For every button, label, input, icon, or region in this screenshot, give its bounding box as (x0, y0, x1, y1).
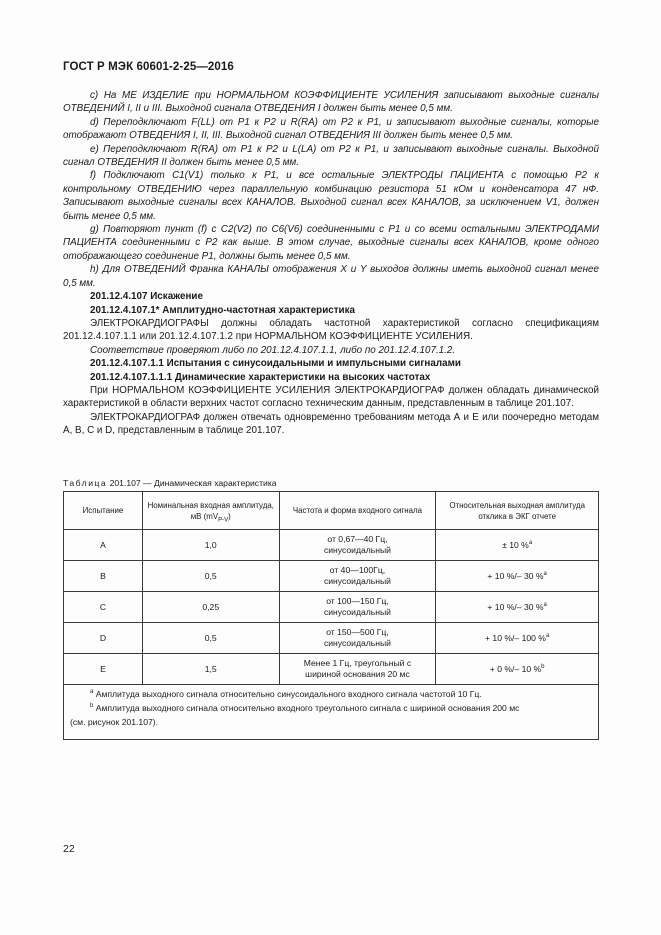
cell-frequency: Менее 1 Гц, треугольный с шириной основания 20 мс (279, 654, 436, 685)
item-h: h) Для ОТВЕДЕНИЙ Франка КАНАЛЫ отображения X и Y выходов должны иметь выходной сигнал менее 0,5 мм. (63, 264, 599, 289)
cell-amplitude: 0,5 (142, 623, 279, 654)
cell-frequency: от 40—100Гц, синусоидальный (279, 561, 436, 592)
section-heading-tests: 201.12.4.107.1.1 Испытания с синусоидальными и импульсными сигналами (90, 358, 461, 370)
table-caption (63, 478, 277, 488)
paragraph-methods: ЭЛЕКТРОКАРДИОГРАФ должен отвечать одновременно требованиям метода А и Е или поочередно методам А, В, С и D, представленным в таблице 201.107. (63, 411, 599, 437)
section-heading-distortion: 201.12.4.107 Искажение (90, 291, 203, 303)
item-f: f) Подключают C1(V1) только к P1, и все остальные ЭЛЕКТРОДЫ ПАЦИЕНТА с помощью P2 к контрольному ОТВЕДЕНИЮ через параллельную комбинацию резистора 51 кОм и конденсатора 47 нФ. Записывают выходные сигналы всех КАНАЛОВ. Выходной сигнал всех КАНАЛОВ, за исключением V1, должен быть менее 0,5 мм. (63, 170, 599, 222)
table-caption-prefix: Таблица (63, 478, 108, 488)
table-row (64, 623, 599, 654)
note-b-continuation: (см. рисунок 201.107). (70, 717, 159, 727)
paragraph-compliance: Соответствие проверяют либо по 201.12.4.107.1.1, либо по 201.12.4.107.1.2. (90, 344, 456, 356)
cell-amplitude: 0,5 (142, 561, 279, 592)
cell-test: D (64, 623, 143, 654)
paragraph-requirements: ЭЛЕКТРОКАРДИОГРАФЫ должны обладать частотной характеристикой согласно спецификациям 201.12.4.107.1.1 или 201.12.4.107.1.2 при НОРМАЛЬНОМ КОЭФФИЦИЕНТЕ УСИЛЕНИЯ. (63, 317, 599, 343)
table-caption-title: 201.107 — Динамическая характеристика (109, 478, 277, 488)
item-g: g) Повторяют пункт (f) с C2(V2) по C6(V6) соединенными с P1 и со всеми остальными ЭЛЕКТРОДАМИ ПАЦИЕНТА соединенными с P2 как выше. В этом случае, выходные сигналы всех КАНАЛОВ, кроме одного отображающего соединение P1, должны быть менее 0,5 мм. (63, 224, 599, 262)
table-row (64, 654, 599, 685)
cell-test: С (64, 592, 143, 623)
cell-test: А (64, 530, 143, 561)
standard-header: ГОСТ Р МЭК 60601-2-25—2016 (63, 61, 234, 73)
header-frequency: Частота и форма входного сигнала (279, 492, 436, 530)
cell-response: + 0 %/– 10 %$^b$ (436, 654, 599, 685)
header-test: Испытание (64, 492, 143, 530)
cell-amplitude: 0,25 (142, 592, 279, 623)
cell-response: + 10 %/– 100 %$^a$ (436, 623, 599, 654)
body-text (63, 89, 599, 438)
table-header-row (64, 492, 599, 530)
cell-test: Е (64, 654, 143, 685)
cell-test: В (64, 561, 143, 592)
cell-frequency: от 0,67—40 Гц, синусоидальный (279, 530, 436, 561)
item-d: d) Переподключают F(LL) от P1 к P2 и R(RA) от P2 к P1, и записывают выходные сигналы, которые отображают ОТВЕДЕНИЯ I, II, III. Выходной сигнал ОТВЕДЕНИЯ III должен быть менее 0,5 мм. (63, 116, 599, 142)
header-amplitude: Номинальная входная амплитуда, мВ $(mV_{P-V})$ (142, 492, 279, 530)
cell-amplitude: 1,5 (142, 654, 279, 685)
item-e: e) Переподключают R(RA) от P1 к P2 и L(LA) от P2 к P1, и записывают выходные сигналы. Выходной сигнал ОТВЕДЕНИЯ II должен быть менее 0,5 мм. (63, 143, 599, 169)
section-heading-frequency-response: 201.12.4.107.1* Амплитудно-частотная характеристика (90, 304, 355, 316)
paragraph-normal-gain: При НОРМАЛЬНОМ КОЭФФИЦИЕНТЕ УСИЛЕНИЯ ЭЛЕКТРОКАРДИОГРАФ должен обладать динамической характеристикой в области верхних частот согласно техническим данным, представленным в таблице 201.107. (63, 384, 599, 410)
page-number: 22 (63, 843, 75, 855)
table-notes-row (64, 685, 599, 740)
cell-response: ± 10 %$^a$ (436, 530, 599, 561)
table-notes (64, 685, 599, 740)
header-response: Относительная выходная амплитуда отклика в ЭКГ отчете (436, 492, 599, 530)
cell-response: + 10 %/– 30 %$^a$ (436, 561, 599, 592)
cell-frequency: от 150—500 Гц, синусоидальный (279, 623, 436, 654)
note-a: $^a$ Амплитуда выходного сигнала относительно синусоидального входного сигнала частотой 10 Гц. (90, 689, 482, 699)
item-c: c) На МЕ ИЗДЕЛИЕ при НОРМАЛЬНОМ КОЭФФИЦИЕНТЕ УСИЛЕНИЯ записывают выходные сигналы ОТВЕДЕНИЙ I, II и III. Выходной сигнала ОТВЕДЕНИЯ I должен быть менее 0,5 мм. (63, 90, 599, 115)
note-b: $^b$ Амплитуда выходного сигнала относительно входного треугольного сигнала с шириной основания 200 мс (90, 703, 520, 713)
table-row (64, 561, 599, 592)
cell-amplitude: 1,0 (142, 530, 279, 561)
cell-response: + 10 %/– 30 %$^a$ (436, 592, 599, 623)
dynamic-characteristics-table (63, 491, 599, 740)
table-row (64, 530, 599, 561)
section-heading-high-frequency: 201.12.4.107.1.1.1 Динамические характеристики на высоких частотах (90, 371, 431, 383)
cell-frequency: от 100—150 Гц, синусоидальный (279, 592, 436, 623)
table-row (64, 592, 599, 623)
